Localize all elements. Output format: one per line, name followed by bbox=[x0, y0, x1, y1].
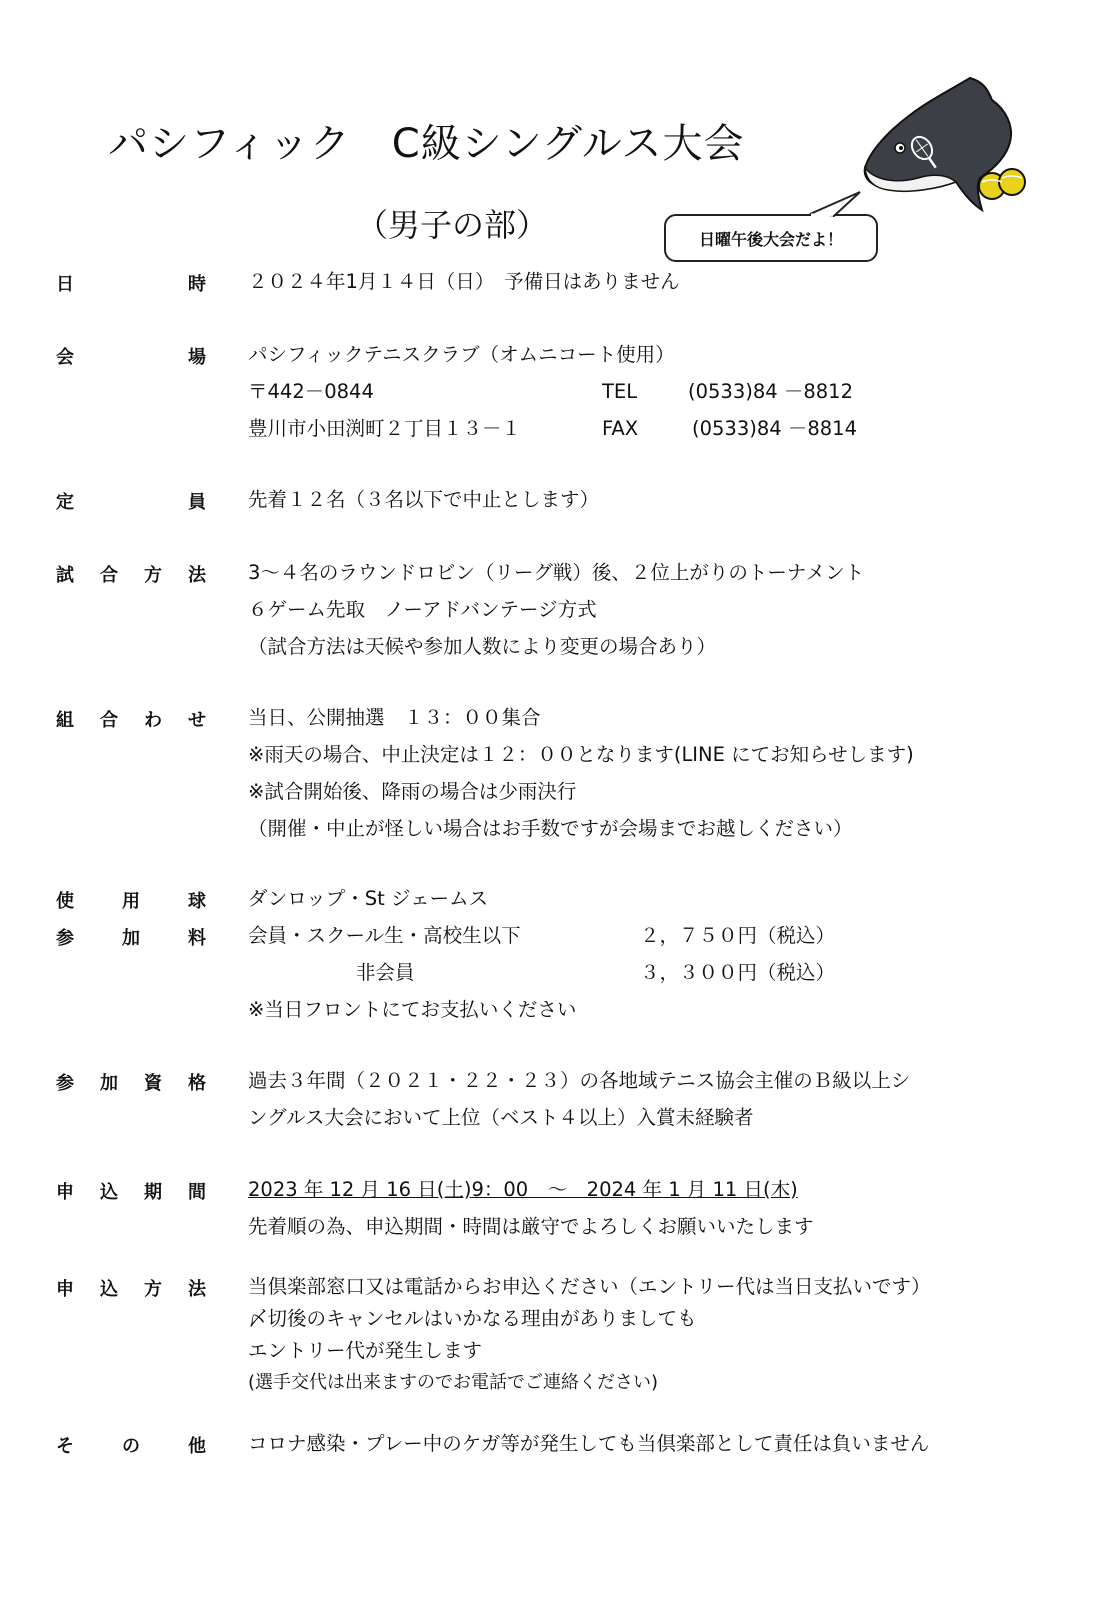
row-draw-label: 組 合 わ せ bbox=[56, 710, 206, 731]
row-date-value bbox=[248, 270, 1060, 307]
tel-label: TEL bbox=[602, 380, 638, 403]
fee-member-amount: ２，７５０円（税込） bbox=[640, 924, 836, 947]
method-line: エントリー代が発生します bbox=[248, 1339, 483, 1362]
fax-label: FAX bbox=[602, 417, 639, 440]
format-line: 3～４名のラウンドロビン（リーグ戦）後、２位上がりのトーナメント bbox=[248, 561, 865, 584]
venue-address: 豊川市小田渕町２丁目１３－１ bbox=[248, 417, 522, 440]
venue-postal: 〒442－0844 bbox=[248, 380, 374, 403]
other-line: コロナ感染・プレー中のケガ等が発生しても当倶楽部として責任は負いません bbox=[248, 1432, 930, 1455]
draw-line: ※雨天の場合、中止決定は１２：００となります(LINE にてお知らせします) bbox=[248, 743, 914, 766]
ball-line: ダンロップ・St ジェームス bbox=[248, 887, 489, 910]
row-ball-value bbox=[248, 887, 1060, 924]
row-method-label: 申 込 方 法 bbox=[56, 1279, 206, 1300]
venue-name: パシフィックテニスクラブ（オムニコート使用） bbox=[248, 343, 675, 366]
fee-note: ※当日フロントにてお支払いください bbox=[248, 998, 577, 1021]
venue-postal-line bbox=[248, 380, 1060, 417]
row-fee-value bbox=[248, 924, 1060, 1035]
fee-nonmember-amount: ３，３００円（税込） bbox=[640, 961, 836, 984]
page-subtitle: （男子の部） bbox=[356, 206, 549, 244]
fee-nonmember-label: 非会員 bbox=[356, 961, 415, 984]
draw-line: 当日、公開抽選 １３：００集合 bbox=[248, 706, 541, 729]
row-format-label: 試 合 方 法 bbox=[56, 565, 206, 586]
period-dates-text: 2023 年 12 月 16 日(土)9：00 ～ 2024 年 1 月 11 日(木) bbox=[248, 1178, 798, 1201]
row-eligibility-label: 参 加 資 格 bbox=[56, 1073, 206, 1094]
row-other-label: そ の 他 bbox=[56, 1436, 206, 1457]
row-fee-label: 参 加 料 bbox=[56, 928, 206, 949]
row-draw-value bbox=[248, 706, 1060, 854]
format-line: （試合方法は天候や参加人数により変更の場合あり） bbox=[248, 635, 717, 658]
fax-number: (0533)84 －8814 bbox=[692, 417, 857, 440]
fee-member-line bbox=[248, 924, 1060, 961]
date-line: ２０２４年1月１４日（日） 予備日はありません bbox=[248, 270, 680, 293]
draw-line: （開催・中止が怪しい場合はお手数ですが会場までお越しください） bbox=[248, 817, 853, 840]
capacity-line: 先着１２名（３名以下で中止とします） bbox=[248, 488, 600, 511]
row-eligibility-value bbox=[248, 1069, 1060, 1143]
venue-address-line bbox=[248, 417, 1060, 454]
dolphin-mascot-icon bbox=[860, 70, 1040, 220]
speech-bubble-text: 日曜午後大会だよ！ bbox=[698, 229, 843, 249]
draw-line: ※試合開始後、降雨の場合は少雨決行 bbox=[248, 780, 577, 803]
row-capacity-label: 定 員 bbox=[56, 492, 206, 513]
period-note: 先着順の為、申込期間・時間は厳守でよろしくお願いいたします bbox=[248, 1215, 814, 1238]
row-period-value bbox=[248, 1178, 1060, 1252]
tel-number: (0533)84 －8812 bbox=[688, 380, 853, 403]
page-title: パシフィック C級シングルス大会 bbox=[108, 121, 745, 167]
fee-member-label: 会員・スクール生・高校生以下 bbox=[248, 924, 521, 947]
row-ball-label: 使 用 球 bbox=[56, 891, 206, 912]
row-venue-label: 会 場 bbox=[56, 347, 206, 368]
fee-nonmember-line bbox=[248, 961, 1060, 998]
method-line: (選手交代は出来ますのでお電話でご連絡ください) bbox=[248, 1372, 659, 1393]
method-line: 当倶楽部窓口又は電話からお申込ください（エントリー代は当日支払いです） bbox=[248, 1275, 931, 1298]
row-other-value bbox=[248, 1432, 1060, 1469]
eligibility-line: ングルス大会において上位（ベスト４以上）入賞未経験者 bbox=[248, 1106, 754, 1129]
format-line: ６ゲーム先取 ノーアドバンテージ方式 bbox=[248, 598, 597, 621]
row-capacity-value bbox=[248, 488, 1060, 525]
period-dates bbox=[248, 1178, 1060, 1215]
row-date-label: 日 時 bbox=[56, 274, 206, 295]
row-method-value bbox=[248, 1275, 1060, 1403]
eligibility-line: 過去３年間（２０２１・２２・２３）の各地域テニス協会主催のＢ級以上シ bbox=[248, 1069, 911, 1092]
row-period-label: 申 込 期 間 bbox=[56, 1182, 206, 1203]
row-venue-value bbox=[248, 343, 1060, 454]
method-line: 〆切後のキャンセルはいかなる理由がありましても bbox=[248, 1307, 697, 1330]
row-format-value bbox=[248, 561, 1060, 672]
